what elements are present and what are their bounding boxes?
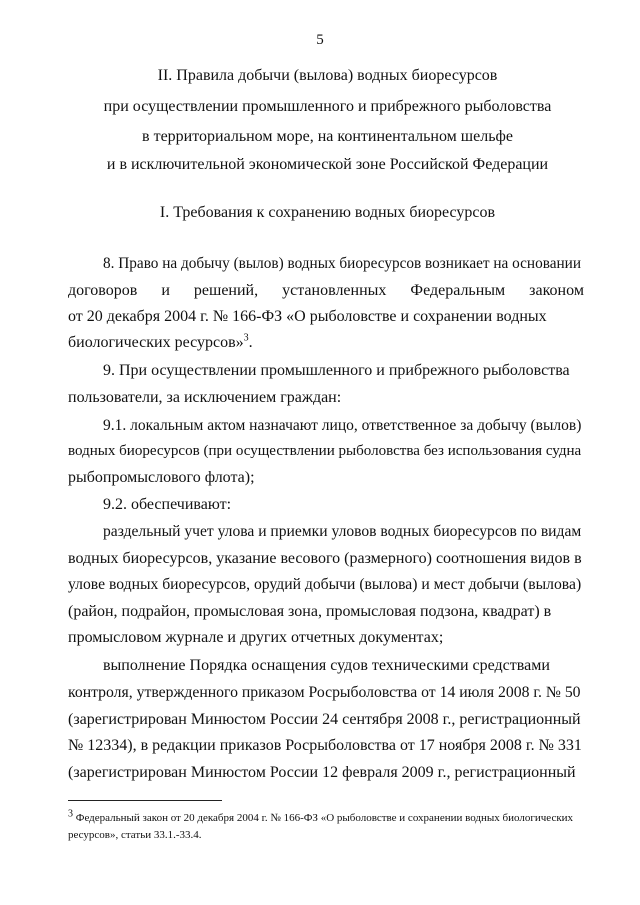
- text-line: водных биоресурсов, указание весового (размерного) соотношения видов в: [68, 550, 582, 567]
- word: договоров: [68, 282, 138, 299]
- text-line: 8. Право на добычу (вылов) водных биоресурсов возникает на основании: [103, 255, 582, 272]
- text-line: выполнение Порядка оснащения судов техническими средствами: [103, 657, 550, 674]
- word: и: [161, 282, 170, 299]
- text-line: раздельный учет улова и приемки уловов водных биоресурсов по видам: [103, 523, 582, 540]
- text-line: от 20 декабря 2004 г. № 166-ФЗ «О рыболовстве и сохранении водных: [68, 308, 547, 325]
- text-line: [68, 282, 584, 300]
- text-fragment: .: [248, 334, 253, 351]
- text-fragment: биологических ресурсов»: [68, 334, 244, 351]
- section-title-line: в территориальном море, на континентальном шельфе: [142, 128, 513, 145]
- footnote-line: [68, 808, 584, 824]
- footnote-line: ресурсов», статьи 33.1.-33.4.: [68, 829, 202, 841]
- text-line: 9.1. локальным актом назначают лицо, ответственное за добычу (вылов): [103, 417, 582, 434]
- text-line: улове водных биоресурсов, орудий добычи (вылова) и мест добычи (вылова): [68, 576, 582, 593]
- text-line: (зарегистрирован Минюстом России 12 февраля 2009 г., регистрационный: [68, 764, 576, 781]
- text-line: пользователи, за исключением граждан:: [68, 389, 342, 406]
- text-line: (район, подрайон, промысловая зона, промысловая подзона, квадрат) в: [68, 603, 552, 620]
- text-line: 9. При осуществлении промышленного и прибрежного рыболовства: [103, 362, 570, 379]
- text-line: контроля, утвержденного приказом Росрыболовства от 14 июля 2008 г. № 50: [68, 684, 581, 701]
- text-line: водных биоресурсов (при осуществлении рыболовства без использования судна: [68, 443, 582, 459]
- footnote-mark: 3: [68, 808, 73, 820]
- text-line: № 12334), в редакции приказов Росрыболовства от 17 ноября 2008 г. № 331: [68, 737, 582, 754]
- footnote-text: Федеральный закон от 20 декабря 2004 г. № 166-ФЗ «О рыболовстве и сохранении водных биологических: [75, 812, 574, 824]
- word: установленных: [282, 282, 387, 299]
- word: законом: [529, 282, 584, 299]
- word: Федеральным: [410, 282, 506, 299]
- footnote-ref[interactable]: 3: [243, 332, 249, 344]
- section-title-line: при осуществлении промышленного и прибрежного рыболовства: [103, 98, 552, 115]
- text-line: (зарегистрирован Минюстом России 24 сентября 2008 г., регистрационный: [68, 711, 581, 728]
- text-line: рыбопромыслового флота);: [68, 469, 255, 486]
- section-title-line: II. Правила добычи (вылова) водных биоресурсов: [157, 67, 498, 84]
- paragraph-9-2: 9.2. обеспечивают:: [103, 496, 232, 513]
- footnote-divider: [68, 800, 222, 801]
- word: решений,: [193, 282, 259, 299]
- page-number: 5: [316, 32, 324, 48]
- text-line: [68, 334, 584, 352]
- text-line: промысловом журнале и других отчетных документах;: [68, 629, 444, 646]
- section-title-line: и в исключительной экономической зоне Российской Федерации: [106, 156, 549, 173]
- subsection-title: I. Требования к сохранению водных биоресурсов: [159, 204, 496, 221]
